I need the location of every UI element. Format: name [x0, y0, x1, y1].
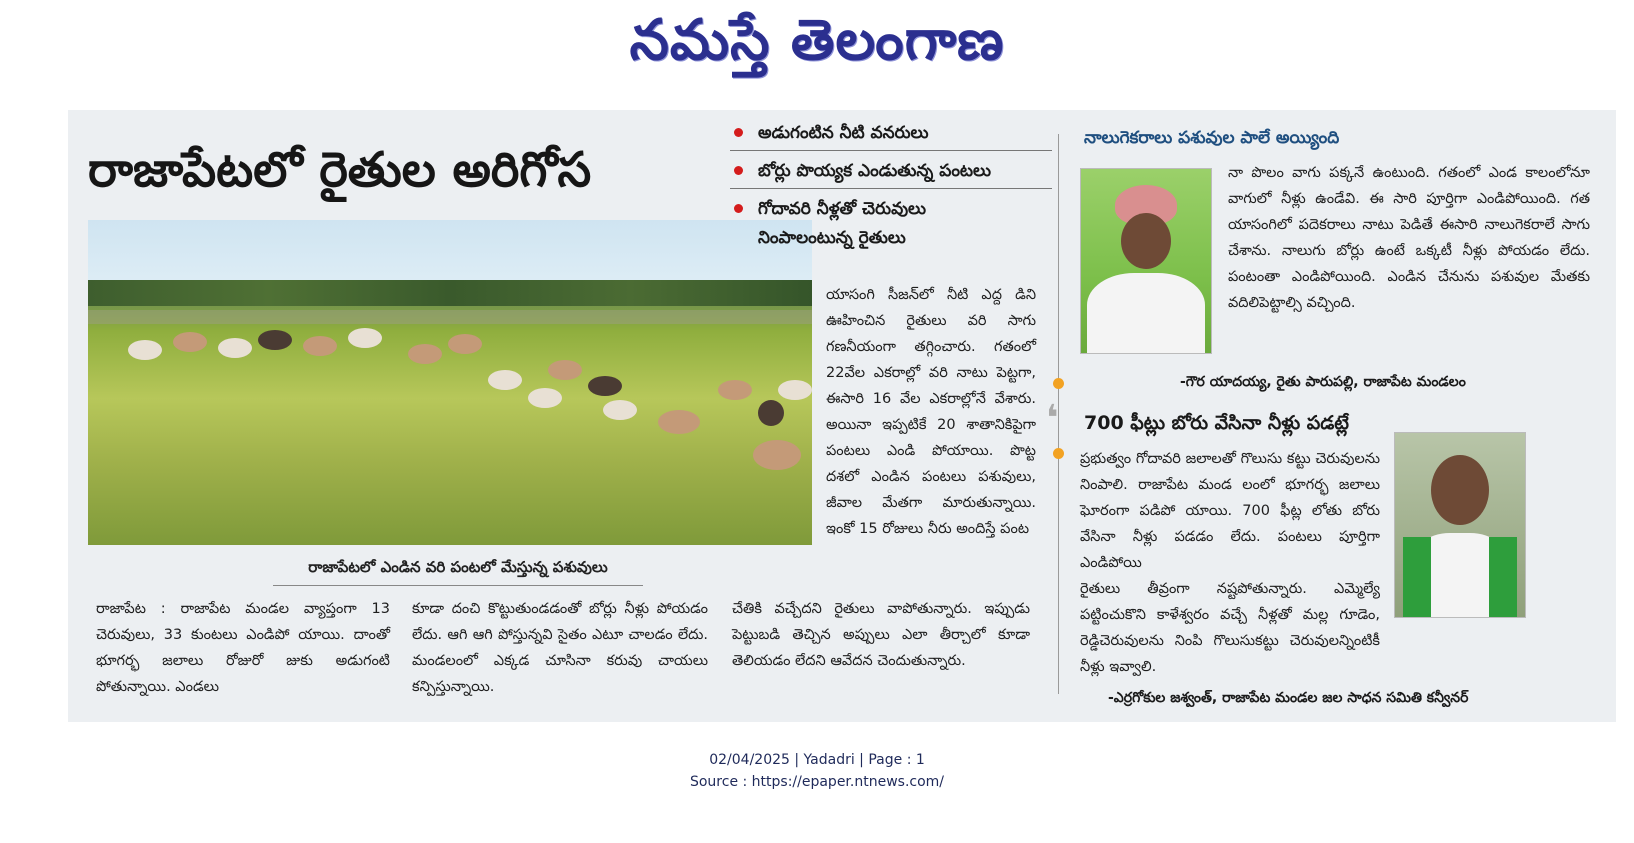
photo-ground-strip [88, 310, 812, 324]
bullet-text: గోదావరి నీళ్లతో చెరువులు [758, 199, 926, 219]
article-headline: రాజాపేటలో రైతుల అరిగోస [88, 142, 592, 198]
convener-portrait [1394, 432, 1526, 618]
red-dot-icon [734, 128, 743, 137]
sidebar-heading-1: నాలుగెకరాలు పశువుల పాలే అయ్యింది [1084, 128, 1340, 148]
photo-sheep [588, 376, 622, 396]
photo-sheep [408, 344, 442, 364]
portrait-shirt [1087, 273, 1205, 353]
photo-sheep [778, 380, 812, 400]
bullet-item [730, 190, 1060, 228]
photo-sheep [448, 334, 482, 354]
bullet-continuation: నింపాలంటున్న రైతులు [758, 228, 906, 248]
photo-sheep [218, 338, 252, 358]
photo-sheep [753, 440, 801, 470]
masthead-logo: నమస్తే తెలంగాణ [629, 8, 1005, 73]
photo-sheep [658, 410, 700, 434]
quote-mark-icon: ❛ [1046, 398, 1059, 439]
photo-sheep [758, 400, 784, 426]
portrait-face [1431, 455, 1489, 525]
body-column-2: కూడా దంచి కొట్టుతుండడంతో బోర్లు నీళ్లు పోయడం లేదు. ఆగి ఆగి పోస్తున్నవి సైతం ఎటూ చాలడం లేదు. మండలంలో ఎక్కడ చూసినా కరువు చాయలు కన్పిస్తున్నాయి. [412, 601, 708, 695]
bullet-divider [730, 188, 1052, 189]
orange-dot-icon [1053, 448, 1064, 459]
bullet-text: అడుగంటిన నీటి వనరులు [758, 123, 929, 143]
orange-dot-icon [1053, 378, 1064, 389]
sidebar-quote-2-top: ప్రభుత్వం గోదావరి జలాలతో గొలుసు కట్టు చెరువులను నింపాలి. రాజాపేట మండ లంలో భూగర్భ జలాలు ఘోరంగా పడిపో యాయి. 700 ఫీట్ల లోతు బోరు వేసినా నీళ్లు పడడం లేదు. పంటలు పూర్తిగా ఎండిపోయి [1080, 451, 1380, 571]
highlight-bullets [730, 114, 1060, 228]
body-column-1: రాజాపేట : రాజాపేట మండల వ్యాప్తంగా 13 చెరువులు, 33 కుంటలు ఎండిపో యాయి. దాంతో భూగర్భ జలాలు రోజురో జుకు అడుగంటి పోతున్నాయి. ఎండలు [96, 601, 390, 695]
photo-sheep [128, 340, 162, 360]
bullet-text: బోర్లు పొయ్యక ఎండుతున్న పంటలు [758, 161, 991, 181]
photo-caption: రాజాపేటలో ఎండిన వరి పంటలో మేస్తున్న పశువులు [308, 558, 608, 576]
bullet-divider [730, 150, 1052, 151]
field-photo [88, 220, 812, 545]
photo-sheep [488, 370, 522, 390]
bullet-item [730, 152, 1060, 190]
sidebar-quote-1: నా పొలం వాగు పక్కనే ఉంటుంది. గతంలో ఎండ కాలంలోనూ వాగులో నీళ్లు ఉండేవి. ఈ సారి పూర్తిగా ఎండిపోయింది. గత యాసంగిలో పదెకరాలు నాటు పెడితే ఈసారి నాలుగెకరాలే సాగు చేశాను. నాలుగు బోర్లు ఉంటే ఒక్కటీ నీళ్లు పోయడం లేదు. పంటంతా ఎండిపోయింది. ఎండిన చేనును పశువుల మేతకు వదిలిపెట్టాల్సి వచ్చింది. [1228, 165, 1590, 311]
red-dot-icon [734, 166, 743, 175]
bullet-item [730, 114, 1060, 152]
sidebar-credit-2: -ఎర్రగోకుల జశ్వంత్, రాజాపేట మండల జల సాధన సమితి కన్వీనర్ [1108, 690, 1469, 706]
footer-date-edition: 02/04/2025 | Yadadri | Page : 1 [709, 752, 925, 768]
farmer-portrait [1080, 168, 1212, 354]
photo-sheep [303, 336, 337, 356]
photo-sheep [173, 332, 207, 352]
news-clipping [68, 110, 1616, 722]
portrait-scarf [1489, 537, 1517, 617]
body-column-right-of-photo: యాసంగి సీజన్‌లో నీటి ఎద్ద డిని ఊహించిన రైతులు వరి సాగు గణనీయంగా తగ్గించారు. గతంలో 22వేల ఎకరాల్లో వరి నాటు పెట్టగా, ఈసారి 16 వేల ఎకరాల్లోనే వేశారు. అయినా ఇప్పటికే 20 శాతానికిపైగా పంటలు ఎండి పోయాయి. పొట్ట దశలో ఎండిన పంటలు పశువులు, జీవాల మేతగా మారుతున్నాయి. ఇంకో 15 రోజులు నీరు అందిస్తే పంట [826, 287, 1036, 537]
sidebar-quote-2-bottom: రైతులు తీవ్రంగా నష్టపోతున్నారు. ఎమ్మెల్యే పట్టించుకొని కాళేశ్వరం వచ్చే నీళ్లతో మల్ల గూడెం, రెడ్డిచెరువులను నింపి గొలుసుకట్టు చెరువులన్నింటికీ నీళ్లు ఇవ్వాలి. [1080, 581, 1380, 675]
photo-sheep [258, 330, 292, 350]
body-column-3: చేతికి వచ్చేదని రైతులు వాపోతున్నారు. ఇప్పుడు పెట్టుబడి తెచ్చిన అప్పులు ఎలా తీర్చాలో కూడా తెలియడం లేదని ఆవేదన చెందుతున్నారు. [732, 601, 1030, 669]
photo-sheep [718, 380, 752, 400]
sidebar-credit-1: -గౌర యాదయ్య, రైతు పారుపల్లి, రాజాపేట మండలం [1180, 374, 1466, 390]
photo-treeline [88, 280, 812, 306]
portrait-face [1121, 213, 1171, 269]
photo-sheep [603, 400, 637, 420]
sidebar-heading-2: 700 ఫీట్లు బోరు వేసినా నీళ్లు పడట్లే [1084, 412, 1349, 434]
footer-source: Source : https://epaper.ntnews.com/ [689, 774, 945, 790]
photo-sheep [528, 388, 562, 408]
photo-sheep [548, 360, 582, 380]
red-dot-icon [734, 204, 743, 213]
portrait-scarf [1403, 537, 1431, 617]
photo-sheep [348, 328, 382, 348]
caption-rule [273, 585, 643, 586]
